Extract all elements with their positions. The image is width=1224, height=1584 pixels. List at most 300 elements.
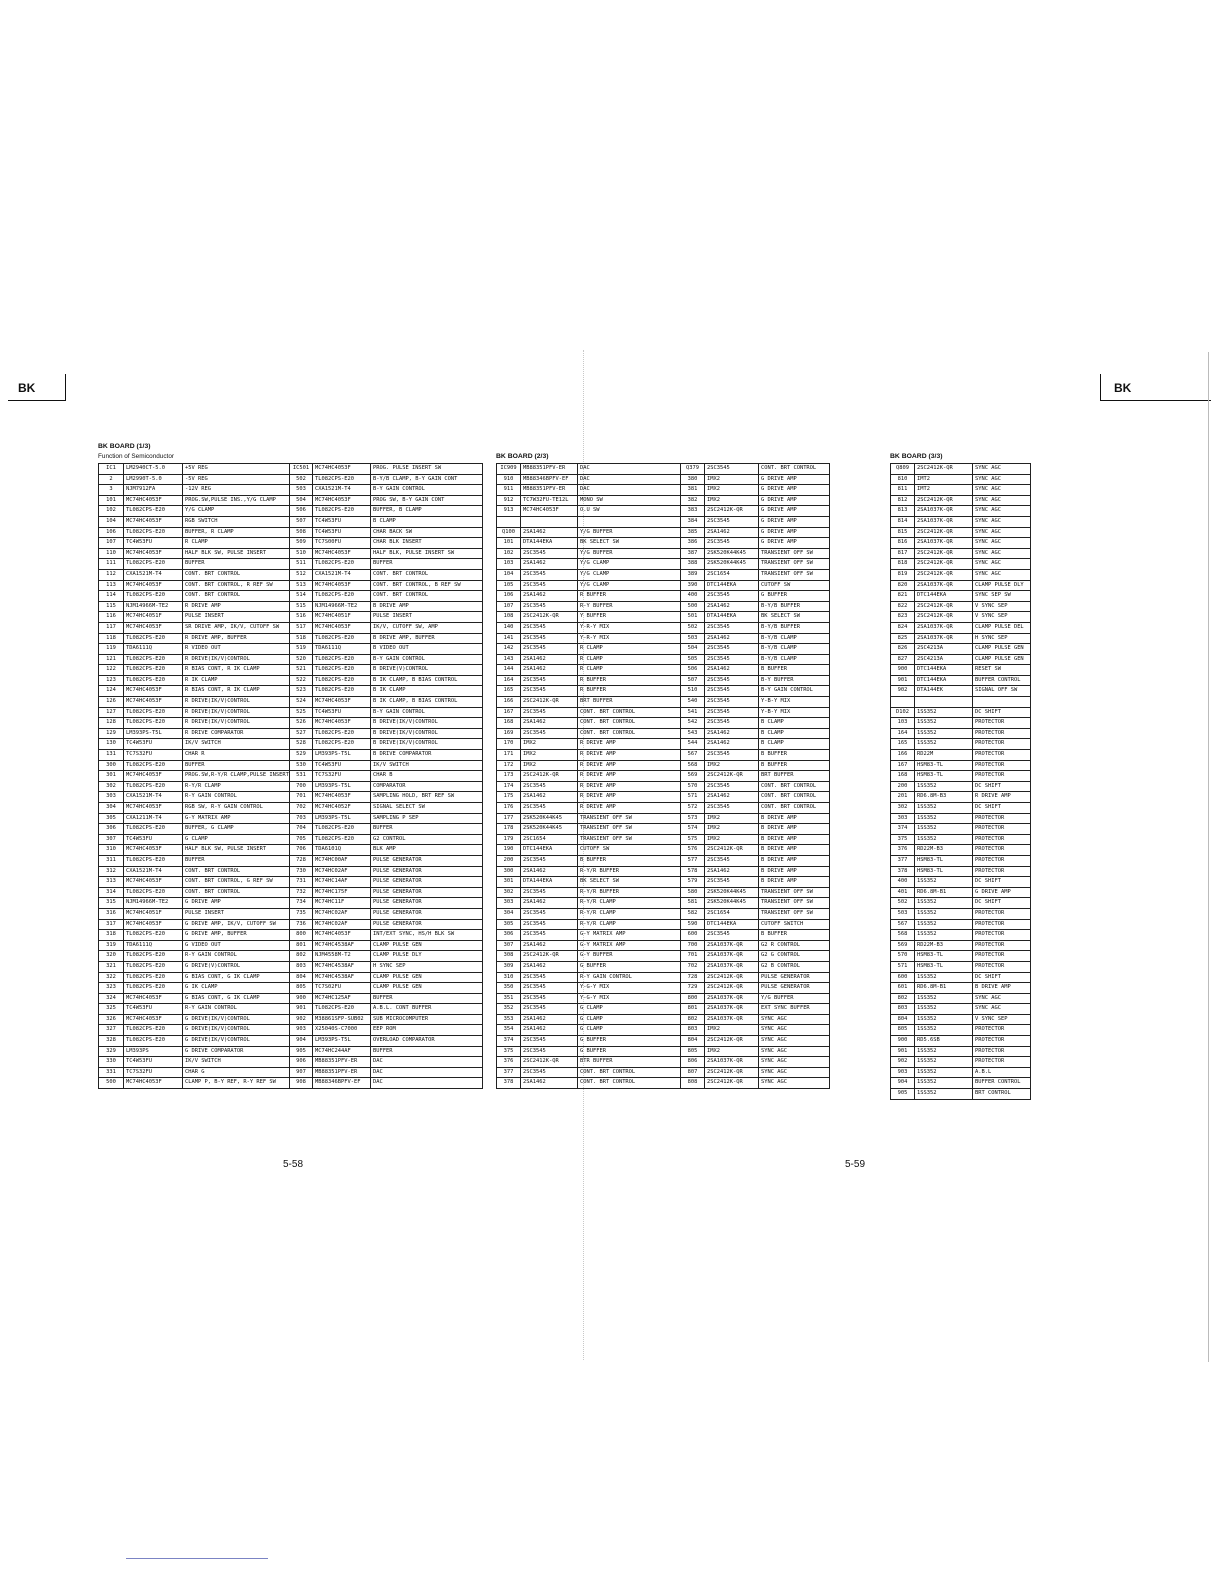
table-cell: SYNC AGC [973, 516, 1031, 527]
table-cell: CHAR G [183, 1067, 290, 1078]
table-cell: 104 [497, 569, 521, 580]
table-cell: SIGNAL SELECT SW [371, 803, 483, 814]
table-cell: 2SC2412K-QR [705, 1067, 759, 1078]
table-cell: MC74HC4051F [124, 612, 183, 623]
table-cell: CXA1521M-T4 [124, 569, 183, 580]
table-cell: B DRIVE AMP [973, 983, 1031, 994]
table-cell: G2 B CONTROL [759, 961, 830, 972]
table-cell: 2SC3545 [705, 654, 759, 665]
table-cell: CLAMP PULSE GEN [371, 972, 483, 983]
table-cell: 515 [290, 601, 313, 612]
table-row [891, 951, 1031, 962]
table-cell: R DRIVE AMP, BUFFER [183, 633, 290, 644]
table-row [497, 1014, 830, 1025]
table-cell: 2 [99, 474, 124, 485]
table-cell: IMX2 [705, 1046, 759, 1057]
table-row [497, 1078, 830, 1089]
table-cell: G-Y MATRIX AMP [183, 813, 290, 824]
table-cell: HSM83-TL [915, 961, 973, 972]
table-cell: 518 [290, 633, 313, 644]
table-cell: G DRIVE AMP [759, 474, 830, 485]
table-row [497, 686, 830, 697]
table-row [891, 834, 1031, 845]
table-cell: 541 [681, 707, 705, 718]
table-cell: R DRIVE COMPARATOR [183, 728, 290, 739]
table-cell: G IK CLAMP [183, 983, 290, 994]
table-cell: 903 [891, 1067, 915, 1078]
table-cell: PULSE GENERATOR [371, 877, 483, 888]
table-cell: 2SA1462 [705, 728, 759, 739]
table-cell: 1SS352 [915, 930, 973, 941]
table-cell: 129 [99, 728, 124, 739]
table-cell: G2 R CONTROL [759, 940, 830, 951]
table-cell: 314 [99, 887, 124, 898]
table-cell: TRANSIENT OFF SW [759, 898, 830, 909]
table-cell: CUTOFF SW [759, 580, 830, 591]
table-cell: SYNC AGC [759, 1046, 830, 1057]
table-cell: PULSE GENERATOR [371, 887, 483, 898]
table-cell: CONT. BRT CONTROL, G REF SW [183, 877, 290, 888]
table-cell: IMX2 [521, 739, 578, 750]
table-cell: 2SC2412K-QR [521, 612, 578, 623]
table-row [99, 877, 483, 888]
table-cell: 702 [290, 803, 313, 814]
table-cell: TL082CPS-E20 [313, 728, 371, 739]
table-row [891, 591, 1031, 602]
table-cell: G DRIVE AMP [973, 887, 1031, 898]
table-cell: MC74HC244AF [313, 1046, 371, 1057]
table-cell: 320 [99, 951, 124, 962]
table-cell: 351 [497, 993, 521, 1004]
table-cell: BK SELECT SW [759, 612, 830, 623]
table-cell: 2SK520K44K45 [705, 559, 759, 570]
table-row [891, 612, 1031, 623]
table-cell: MC74HC4053F [313, 495, 371, 506]
table-row [99, 792, 483, 803]
table-cell: G2 G CONTROL [759, 951, 830, 962]
table-cell: 1SS352 [915, 908, 973, 919]
table-cell: PROG SW, B-Y GAIN CONT [371, 495, 483, 506]
table-cell: 167 [497, 707, 521, 718]
table-cell: TDA6111Q [124, 940, 183, 951]
table-cell: 2SA1037K-QR [705, 1014, 759, 1025]
table-cell: 323 [99, 983, 124, 994]
table-cell: G CLAMP [578, 1014, 681, 1025]
table-cell: HALF BLK SW, PULSE INSERT [183, 548, 290, 559]
table-cell: R DRIVE(IK/V)CONTROL [183, 718, 290, 729]
table-cell: BRT BUFFER [759, 771, 830, 782]
table-cell: MC74HC4053F [124, 548, 183, 559]
table-cell: 2SC2412K-QR [521, 771, 578, 782]
table-row [497, 675, 830, 686]
table-cell: 310 [497, 972, 521, 983]
table-cell: 2SA1462 [521, 898, 578, 909]
table-cell: 502 [891, 898, 915, 909]
table-cell: 2SA1462 [705, 601, 759, 612]
table-row [497, 781, 830, 792]
table-cell: R DRIVE(IK/V)CONTROL [183, 654, 290, 665]
table-cell: 170 [497, 739, 521, 750]
table-cell: EEP ROM [371, 1025, 483, 1036]
table-cell: 2SC3545 [521, 622, 578, 633]
table-row [891, 983, 1031, 994]
table-row [497, 559, 830, 570]
table-cell: 2SA1037K-QR [915, 506, 973, 517]
table-cell: B CLAMP [371, 516, 483, 527]
table-cell: R-Y/R CLAMP [578, 898, 681, 909]
table-cell: B VIDEO OUT [371, 644, 483, 655]
table-cell: B DRIVE AMP [759, 813, 830, 824]
table-row [497, 951, 830, 962]
section-tab-left [8, 374, 66, 401]
table-cell: 2SC3545 [705, 803, 759, 814]
table-row [99, 612, 483, 623]
table-cell: TL082CPS-E20 [313, 675, 371, 686]
table-cell: 2SA1037K-QR [915, 622, 973, 633]
table-cell: 178 [497, 824, 521, 835]
table-row [891, 527, 1031, 538]
table-cell: 507 [681, 675, 705, 686]
table-row [497, 940, 830, 951]
table-cell: 2SA1037K-QR [915, 538, 973, 549]
table-cell: TRANSIENT OFF SW [578, 834, 681, 845]
table-cell: TC7S32FU [124, 1067, 183, 1078]
table-row [891, 1036, 1031, 1047]
table-cell: 804 [681, 1036, 705, 1047]
table-cell: TL082CPS-E20 [124, 824, 183, 835]
table-cell: 2SC3545 [705, 464, 759, 475]
table-row [497, 591, 830, 602]
table-row [497, 1036, 830, 1047]
table-cell: LM2940CT-5.0 [124, 464, 183, 475]
table-cell: LM393PS-T5L [313, 813, 371, 824]
table-cell: 375 [891, 834, 915, 845]
table-cell: 823 [891, 612, 915, 623]
table-row [891, 1004, 1031, 1015]
table-cell: TRANSIENT OFF SW [759, 559, 830, 570]
table-row [891, 940, 1031, 951]
table-cell: 910 [497, 474, 521, 485]
table-cell: DTC144EKA [521, 845, 578, 856]
table-cell: 730 [290, 866, 313, 877]
table-cell: CONT. BRT CONTROL [183, 866, 290, 877]
table-cell: R CLAMP [578, 654, 681, 665]
table-row [497, 898, 830, 909]
table-cell: 102 [497, 548, 521, 559]
table-cell: B DRIVE AMP [759, 866, 830, 877]
table-cell: PROTECTOR [973, 930, 1031, 941]
table-row [497, 792, 830, 803]
table-cell: MC74HC4053F [124, 1078, 183, 1089]
table-cell: BUFFER, G CLAMP [183, 824, 290, 835]
table-cell: G DRIVE AMP [759, 538, 830, 549]
table-2-title: BK BOARD (2/3) [496, 453, 549, 460]
table-cell: -5V REG [183, 474, 290, 485]
table-cell: 817 [891, 548, 915, 559]
table-cell: BUFFER [371, 559, 483, 570]
table-cell: PROTECTOR [973, 1046, 1031, 1057]
table-cell: 1SS352 [915, 1025, 973, 1036]
table-cell: 2SA1462 [521, 718, 578, 729]
table-cell: TC7S32FU [124, 750, 183, 761]
table-row [891, 728, 1031, 739]
table-cell: G DRIVE(IK/V)CONTROL [183, 1025, 290, 1036]
table-cell: 811 [891, 485, 915, 496]
table-cell: 501 [681, 612, 705, 623]
table-cell: 522 [290, 675, 313, 686]
table-cell: 312 [99, 866, 124, 877]
table-cell: 390 [681, 580, 705, 591]
table-cell: TL082CPS-E20 [313, 824, 371, 835]
table-cell: 400 [681, 591, 705, 602]
table-cell: R DRIVE AMP [578, 792, 681, 803]
table-cell: MC74HC4538AF [313, 940, 371, 951]
table-cell: TC7S02FU [313, 983, 371, 994]
table-cell: MC74HC4053F [124, 771, 183, 782]
table-cell: B DRIVE COMPARATOR [371, 750, 483, 761]
table-cell: TL082CPS-E20 [124, 527, 183, 538]
table-row [99, 813, 483, 824]
table-cell: 2SC3545 [521, 601, 578, 612]
table-cell: INT/EXT SYNC, HS/H BLK SW [371, 930, 483, 941]
table-cell: RD6.8M-B1 [915, 887, 973, 898]
table-cell: 176 [497, 803, 521, 814]
table-cell: 508 [290, 527, 313, 538]
table-row [891, 760, 1031, 771]
table-cell: 2SK520K44K45 [705, 548, 759, 559]
table-cell: MC74HC4053F [313, 697, 371, 708]
table-cell: NJM14966M-TE2 [124, 898, 183, 909]
table-cell: 904 [891, 1078, 915, 1089]
table-cell: DTC144EKA [915, 665, 973, 676]
table-cell: G DRIVE AMP [759, 506, 830, 517]
table-cell: 101 [497, 538, 521, 549]
table-cell: 302 [497, 887, 521, 898]
table-cell: 900 [290, 993, 313, 1004]
table-row [891, 506, 1031, 517]
table-cell: 2SC3545 [521, 803, 578, 814]
table-cell: 2SA1462 [521, 792, 578, 803]
table-cell: 107 [99, 538, 124, 549]
table-cell: 2SC2412K-QR [915, 548, 973, 559]
table-cell: 2SC2412K-QR [915, 569, 973, 580]
table-cell: BK SELECT SW [578, 538, 681, 549]
table-cell: 103 [891, 718, 915, 729]
table-cell: MC74HC14AF [313, 877, 371, 888]
table-cell: 116 [99, 612, 124, 623]
table-cell: G CLAMP [183, 834, 290, 845]
table-cell: 2SC1654 [705, 569, 759, 580]
table-row [99, 993, 483, 1004]
table-row [891, 961, 1031, 972]
table-cell: Y/G CLAMP [578, 559, 681, 570]
table-cell: MB88346BPFV-EF [313, 1078, 371, 1089]
table-cell: PROTECTOR [973, 866, 1031, 877]
table-cell: TL082CPS-E20 [313, 559, 371, 570]
table-cell: PULSE INSERT [371, 612, 483, 623]
section-tab-right-label: BK [1114, 381, 1132, 395]
table-cell: TL082CPS-E20 [124, 506, 183, 517]
table-cell: 500 [681, 601, 705, 612]
table-cell: 168 [891, 771, 915, 782]
table-row [497, 983, 830, 994]
table-cell: 803 [891, 1004, 915, 1015]
table-cell: G DRIVE AMP [759, 495, 830, 506]
table-row [891, 855, 1031, 866]
table-row [497, 474, 830, 485]
table-cell: 525 [290, 707, 313, 718]
table-row [497, 813, 830, 824]
table-cell: 400 [891, 877, 915, 888]
table-cell: CUTOFF SWITCH [759, 919, 830, 930]
table-cell: 2SA1037K-QR [705, 1057, 759, 1068]
table-cell: IK/V, CUTOFF SW, AMP [371, 622, 483, 633]
table-cell: R-Y/R CLAMP [578, 908, 681, 919]
table-cell: 2SC2412K-QR [705, 506, 759, 517]
table-cell: 300 [99, 760, 124, 771]
table-cell: 315 [99, 898, 124, 909]
table-row [497, 612, 830, 623]
table-cell: SUB MICROCOMPUTER [371, 1014, 483, 1025]
table-cell: IMX2 [705, 834, 759, 845]
table-cell: 309 [497, 961, 521, 972]
table-cell: SAMPLING HOLD, BRT REF SW [371, 792, 483, 803]
table-cell: CONT. BRT CONTROL [183, 887, 290, 898]
table-cell: 2SA1462 [705, 527, 759, 538]
table-cell: 2SC3545 [521, 675, 578, 686]
table-cell: SYNC AGC [759, 1014, 830, 1025]
table-cell: 903 [290, 1025, 313, 1036]
table-cell: DTA144EK [915, 686, 973, 697]
table-cell: 168 [497, 718, 521, 729]
table-row [497, 919, 830, 930]
table-cell: 190 [497, 845, 521, 856]
table-row [891, 516, 1031, 527]
table-cell: 378 [891, 866, 915, 877]
table-cell: 1SS352 [915, 993, 973, 1004]
table-cell: 510 [681, 686, 705, 697]
table-row [497, 697, 830, 708]
table-cell: 1SS352 [915, 781, 973, 792]
table-row [891, 739, 1031, 750]
table-row [891, 1057, 1031, 1068]
table-row [99, 707, 483, 718]
table-cell: B BUFFER [759, 750, 830, 761]
table-cell: 2SA1037K-QR [705, 961, 759, 972]
table-cell: 731 [290, 877, 313, 888]
table-cell: 2SA1462 [705, 866, 759, 877]
table-cell: 2SA1037K-QR [705, 993, 759, 1004]
table-cell: PULSE INSERT [183, 908, 290, 919]
table-cell: 2SC3545 [705, 644, 759, 655]
table-row [497, 739, 830, 750]
table-row [891, 485, 1031, 496]
table-cell: TL082CPS-E20 [124, 760, 183, 771]
table-cell: 1SS352 [915, 813, 973, 824]
table-cell: R CLAMP [183, 538, 290, 549]
table-cell: MB88351PFV-ER [521, 485, 578, 496]
table-row [891, 548, 1031, 559]
table-cell: TRANSIENT OFF SW [578, 824, 681, 835]
table-cell: BUFFER CONTROL [973, 675, 1031, 686]
table-row [497, 1057, 830, 1068]
table-cell: B-Y GAIN CONTROL [371, 707, 483, 718]
table-cell: 526 [290, 718, 313, 729]
table-cell: G DRIVE COMPARATOR [183, 1046, 290, 1057]
table-cell: HALF BLK SW, PULSE INSERT [183, 845, 290, 856]
table-cell: 2SA1462 [521, 665, 578, 676]
table-cell: PROTECTOR [973, 750, 1031, 761]
table-cell: 2SC3545 [705, 538, 759, 549]
table-cell: 822 [891, 601, 915, 612]
table-cell: MC74HC4538AF [313, 972, 371, 983]
table-cell: Y/G BUFFER [759, 993, 830, 1004]
table-cell: TC4W53FU [124, 834, 183, 845]
table-cell: 514 [290, 591, 313, 602]
table-cell: 166 [497, 697, 521, 708]
table-cell: DTC144EKA [915, 675, 973, 686]
table-row [497, 580, 830, 591]
table-cell: CONT. BRT CONTROL [371, 591, 483, 602]
table-cell: 815 [891, 527, 915, 538]
table-cell: 1SS352 [915, 718, 973, 729]
table-cell: 1SS352 [915, 898, 973, 909]
table-cell: 567 [891, 919, 915, 930]
table-cell: R DRIVE AMP [578, 803, 681, 814]
table-row [891, 464, 1031, 475]
table-cell: TL082CPS-E20 [313, 834, 371, 845]
table-cell: 506 [290, 506, 313, 517]
table-cell: TL082CPS-E20 [124, 1025, 183, 1036]
table-cell: 302 [99, 781, 124, 792]
table-row [891, 569, 1031, 580]
table-cell: 123 [99, 675, 124, 686]
table-cell: 2SA1462 [521, 527, 578, 538]
table-cell: NJM7912FA [124, 485, 183, 496]
table-cell: 528 [290, 739, 313, 750]
table-cell: IC501 [290, 464, 313, 475]
table-cell: BUFFER [371, 1046, 483, 1057]
table-cell: 729 [681, 983, 705, 994]
table-cell: G DRIVE AMP, BUFFER [183, 930, 290, 941]
table-cell [521, 516, 578, 527]
table-cell: 2SC3545 [521, 919, 578, 930]
table-cell: 385 [681, 527, 705, 538]
table-cell: 301 [497, 877, 521, 888]
table-cell: MC74HC4053F [124, 919, 183, 930]
table-cell: IMX2 [705, 760, 759, 771]
table-cell: 527 [290, 728, 313, 739]
table-cell: 318 [99, 930, 124, 941]
table-cell: Y-G-Y MIX [578, 993, 681, 1004]
table-cell: 902 [891, 1057, 915, 1068]
table-cell: B DRIVE AMP [759, 824, 830, 835]
table-cell: RD22M-B3 [915, 940, 973, 951]
table-cell: 117 [99, 622, 124, 633]
table-cell: R-Y/R BUFFER [578, 866, 681, 877]
table-cell: 568 [891, 930, 915, 941]
table-cell: G DRIVE AMP [759, 527, 830, 538]
table-cell: 2SA1462 [521, 961, 578, 972]
table-cell: Y-G-Y MIX [578, 983, 681, 994]
table-row [891, 993, 1031, 1004]
table-cell: B BUFFER [578, 855, 681, 866]
table-cell: 2SC2412K-QR [705, 983, 759, 994]
table-cell: G BIAS CONT, G IK CLAMP [183, 993, 290, 1004]
table-cell: 579 [681, 877, 705, 888]
table-cell: 2SA1462 [521, 940, 578, 951]
table-cell: TL082CPS-E20 [313, 739, 371, 750]
